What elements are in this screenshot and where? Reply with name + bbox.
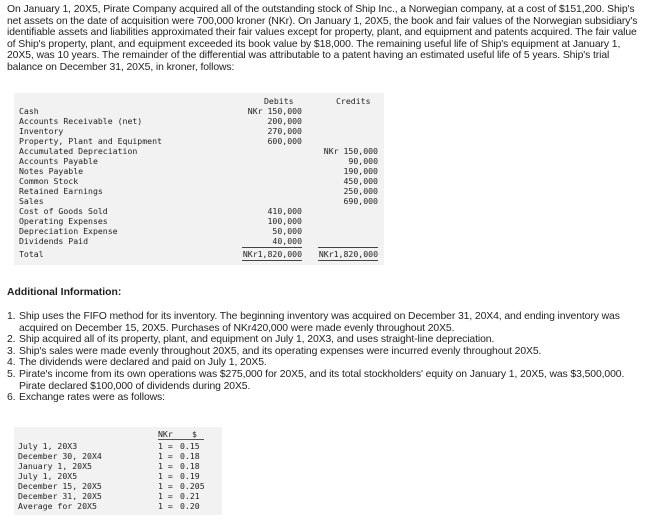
- account-name: Accounts Receivable (net): [19, 116, 143, 126]
- usd-header: $: [192, 429, 197, 439]
- trial-balance-row: [14, 166, 384, 176]
- debit-amount: 40,000: [272, 236, 302, 246]
- rate-date: January 1, 20X5: [18, 461, 92, 471]
- rate-nkr: 1 =: [158, 471, 173, 481]
- exchange-rate-row: [14, 481, 222, 491]
- account-name: Inventory: [19, 126, 64, 136]
- rate-date: December 30, 20X4: [18, 451, 102, 461]
- account-name: Cash: [19, 106, 39, 116]
- debits-header: Debits: [264, 96, 294, 106]
- info-item-text: Ship acquired all of its property, plant, and equipment on July 1, 20X3, and uses straight-line depreciation.: [19, 334, 495, 346]
- exchange-rate-row: [14, 491, 222, 501]
- account-name: Accumulated Depreciation: [19, 146, 138, 156]
- rate-nkr: 1 =: [158, 491, 173, 501]
- exchange-rates-table: [14, 427, 222, 515]
- info-item: [7, 346, 639, 358]
- info-item: [7, 357, 639, 369]
- info-item-number: 1.: [7, 311, 16, 322]
- debit-amount: 200,000: [267, 116, 302, 126]
- info-item-text: Exchange rates were as follows:: [19, 392, 165, 404]
- trial-balance-total-row: [14, 249, 384, 259]
- trial-balance-row: [14, 216, 384, 226]
- debit-amount: 100,000: [267, 216, 302, 226]
- account-name: Notes Payable: [19, 166, 84, 176]
- total-credit: NKr1,820,000: [318, 249, 378, 259]
- rate-nkr: 1 =: [158, 441, 173, 451]
- info-item-number: 5.: [7, 368, 16, 380]
- credit-amount: 90,000: [348, 156, 378, 166]
- account-name: Operating Expenses: [19, 216, 108, 226]
- rate-usd: 0.20: [180, 501, 200, 511]
- trial-balance-table: [14, 93, 384, 265]
- rate-usd: 0.21: [180, 491, 200, 501]
- debit-amount: 270,000: [267, 126, 302, 136]
- info-item-number: 6.: [7, 392, 16, 404]
- account-name: Accounts Payable: [19, 156, 98, 166]
- rate-nkr: 1 =: [158, 461, 173, 471]
- exchange-rate-row: [14, 501, 222, 511]
- trial-balance-row: [14, 206, 384, 216]
- debit-amount: 410,000: [267, 206, 302, 216]
- credit-double-rule: [318, 260, 378, 261]
- info-item: [7, 369, 639, 392]
- account-name: Cost of Goods Sold: [19, 206, 108, 216]
- account-name: Retained Earnings: [19, 186, 103, 196]
- rate-date: July 1, 20X5: [18, 471, 78, 481]
- total-label: Total: [19, 249, 44, 259]
- credits-header: Credits: [336, 96, 371, 106]
- rate-usd: 0.18: [180, 451, 200, 461]
- rate-date: December 15, 20X5: [18, 481, 102, 491]
- debit-total-rule: [242, 247, 302, 248]
- exchange-rate-row: [14, 451, 222, 461]
- info-item-number: 4.: [7, 357, 16, 369]
- info-item-number: 3.: [7, 345, 16, 357]
- trial-balance-row: [14, 106, 384, 116]
- trial-balance-header: [14, 96, 384, 106]
- credit-amount: 450,000: [343, 176, 378, 186]
- rate-date: December 31, 20X5: [18, 491, 102, 501]
- rate-usd: 0.205: [180, 481, 205, 491]
- account-name: Dividends Paid: [19, 236, 89, 246]
- info-item: [7, 334, 639, 346]
- info-item-number: 2.: [7, 334, 16, 346]
- nkr-header: NKr: [158, 429, 173, 439]
- info-item: [7, 392, 639, 404]
- trial-balance-row: [14, 196, 384, 206]
- info-item: [7, 311, 639, 334]
- rates-header-rule: [158, 439, 204, 440]
- rate-date: July 1, 20X3: [18, 441, 78, 451]
- exchange-rate-row: [14, 461, 222, 471]
- credit-total-rule: [318, 247, 378, 248]
- exchange-rates-header: [14, 429, 222, 439]
- credit-amount: 690,000: [343, 196, 378, 206]
- account-name: Common Stock: [19, 176, 79, 186]
- rate-usd: 0.18: [180, 461, 200, 471]
- credit-amount: NKr 150,000: [323, 146, 378, 156]
- trial-balance-row: [14, 186, 384, 196]
- rate-nkr: 1 =: [158, 501, 173, 511]
- rate-nkr: 1 =: [158, 451, 173, 461]
- additional-information-title: Additional Information:: [7, 287, 122, 298]
- debit-double-rule: [242, 260, 302, 261]
- rate-nkr: 1 =: [158, 481, 173, 491]
- trial-balance-row: [14, 236, 384, 246]
- credit-amount: 190,000: [343, 166, 378, 176]
- trial-balance-row: [14, 226, 384, 236]
- trial-balance-row: [14, 136, 384, 146]
- info-item-text: Pirate's income from its own operations was $275,000 for 20X5, and its total stockholders' equity on January 1, 20X5, was $3,500,000. Pirate declared $100,000 of dividends during 20X5.: [19, 368, 625, 392]
- problem-intro: On January 1, 20X5, Pirate Company acquired all of the outstanding stock of Ship Inc., a Norwegian company, at a cost of $151,200. Ship's net assets on the date of acquisition were 700,000 kroner (NKr). On January 1, 20X5, the book and fair values of the Norwegian subsidiary's identifiable assets and liabilities approximated their fair values except for property, plant, and equipment and patents acquired. The fair value of Ship's property, plant, and equipment exceeded its book value by $18,000. The remaining useful life of Ship's equipment at January 1, 20X5, was 10 years. The remainder of the differential was attributable to a patent having an estimated useful life of 5 years. Ship's trial balance on December 31, 20X5, in kroner, follows:: [7, 4, 638, 73]
- trial-balance-row: [14, 116, 384, 126]
- trial-balance-row: [14, 176, 384, 186]
- trial-balance-row: [14, 126, 384, 136]
- rate-usd: 0.19: [180, 471, 200, 481]
- credit-amount: 250,000: [343, 186, 378, 196]
- total-debit: NKr1,820,000: [242, 249, 302, 259]
- additional-information-list: [7, 311, 639, 404]
- account-name: Property, Plant and Equipment: [19, 136, 162, 146]
- account-name: Sales: [19, 196, 44, 206]
- exchange-rate-row: [14, 471, 222, 481]
- info-item-text: Ship uses the FIFO method for its inventory. The beginning inventory was acquired on December 31, 20X4, and ending inventory was acquired on December 15, 20X5. Purchases of NKr420,000 were made evenly throughout 20X5.: [19, 311, 620, 334]
- rate-date: Average for 20X5: [18, 501, 97, 511]
- trial-balance-row: [14, 156, 384, 166]
- rate-usd: 0.15: [180, 441, 200, 451]
- debit-amount: 600,000: [267, 136, 302, 146]
- debit-amount: 50,000: [272, 226, 302, 236]
- account-name: Depreciation Expense: [19, 226, 118, 236]
- info-item-text: The dividends were declared and paid on July 1, 20X5.: [19, 357, 267, 369]
- info-item-text: Ship's sales were made evenly throughout 20X5, and its operating expenses were incurred evenly throughout 20X5.: [19, 345, 542, 357]
- trial-balance-row: [14, 146, 384, 156]
- debit-amount: NKr 150,000: [247, 106, 302, 116]
- exchange-rate-row: [14, 441, 222, 451]
